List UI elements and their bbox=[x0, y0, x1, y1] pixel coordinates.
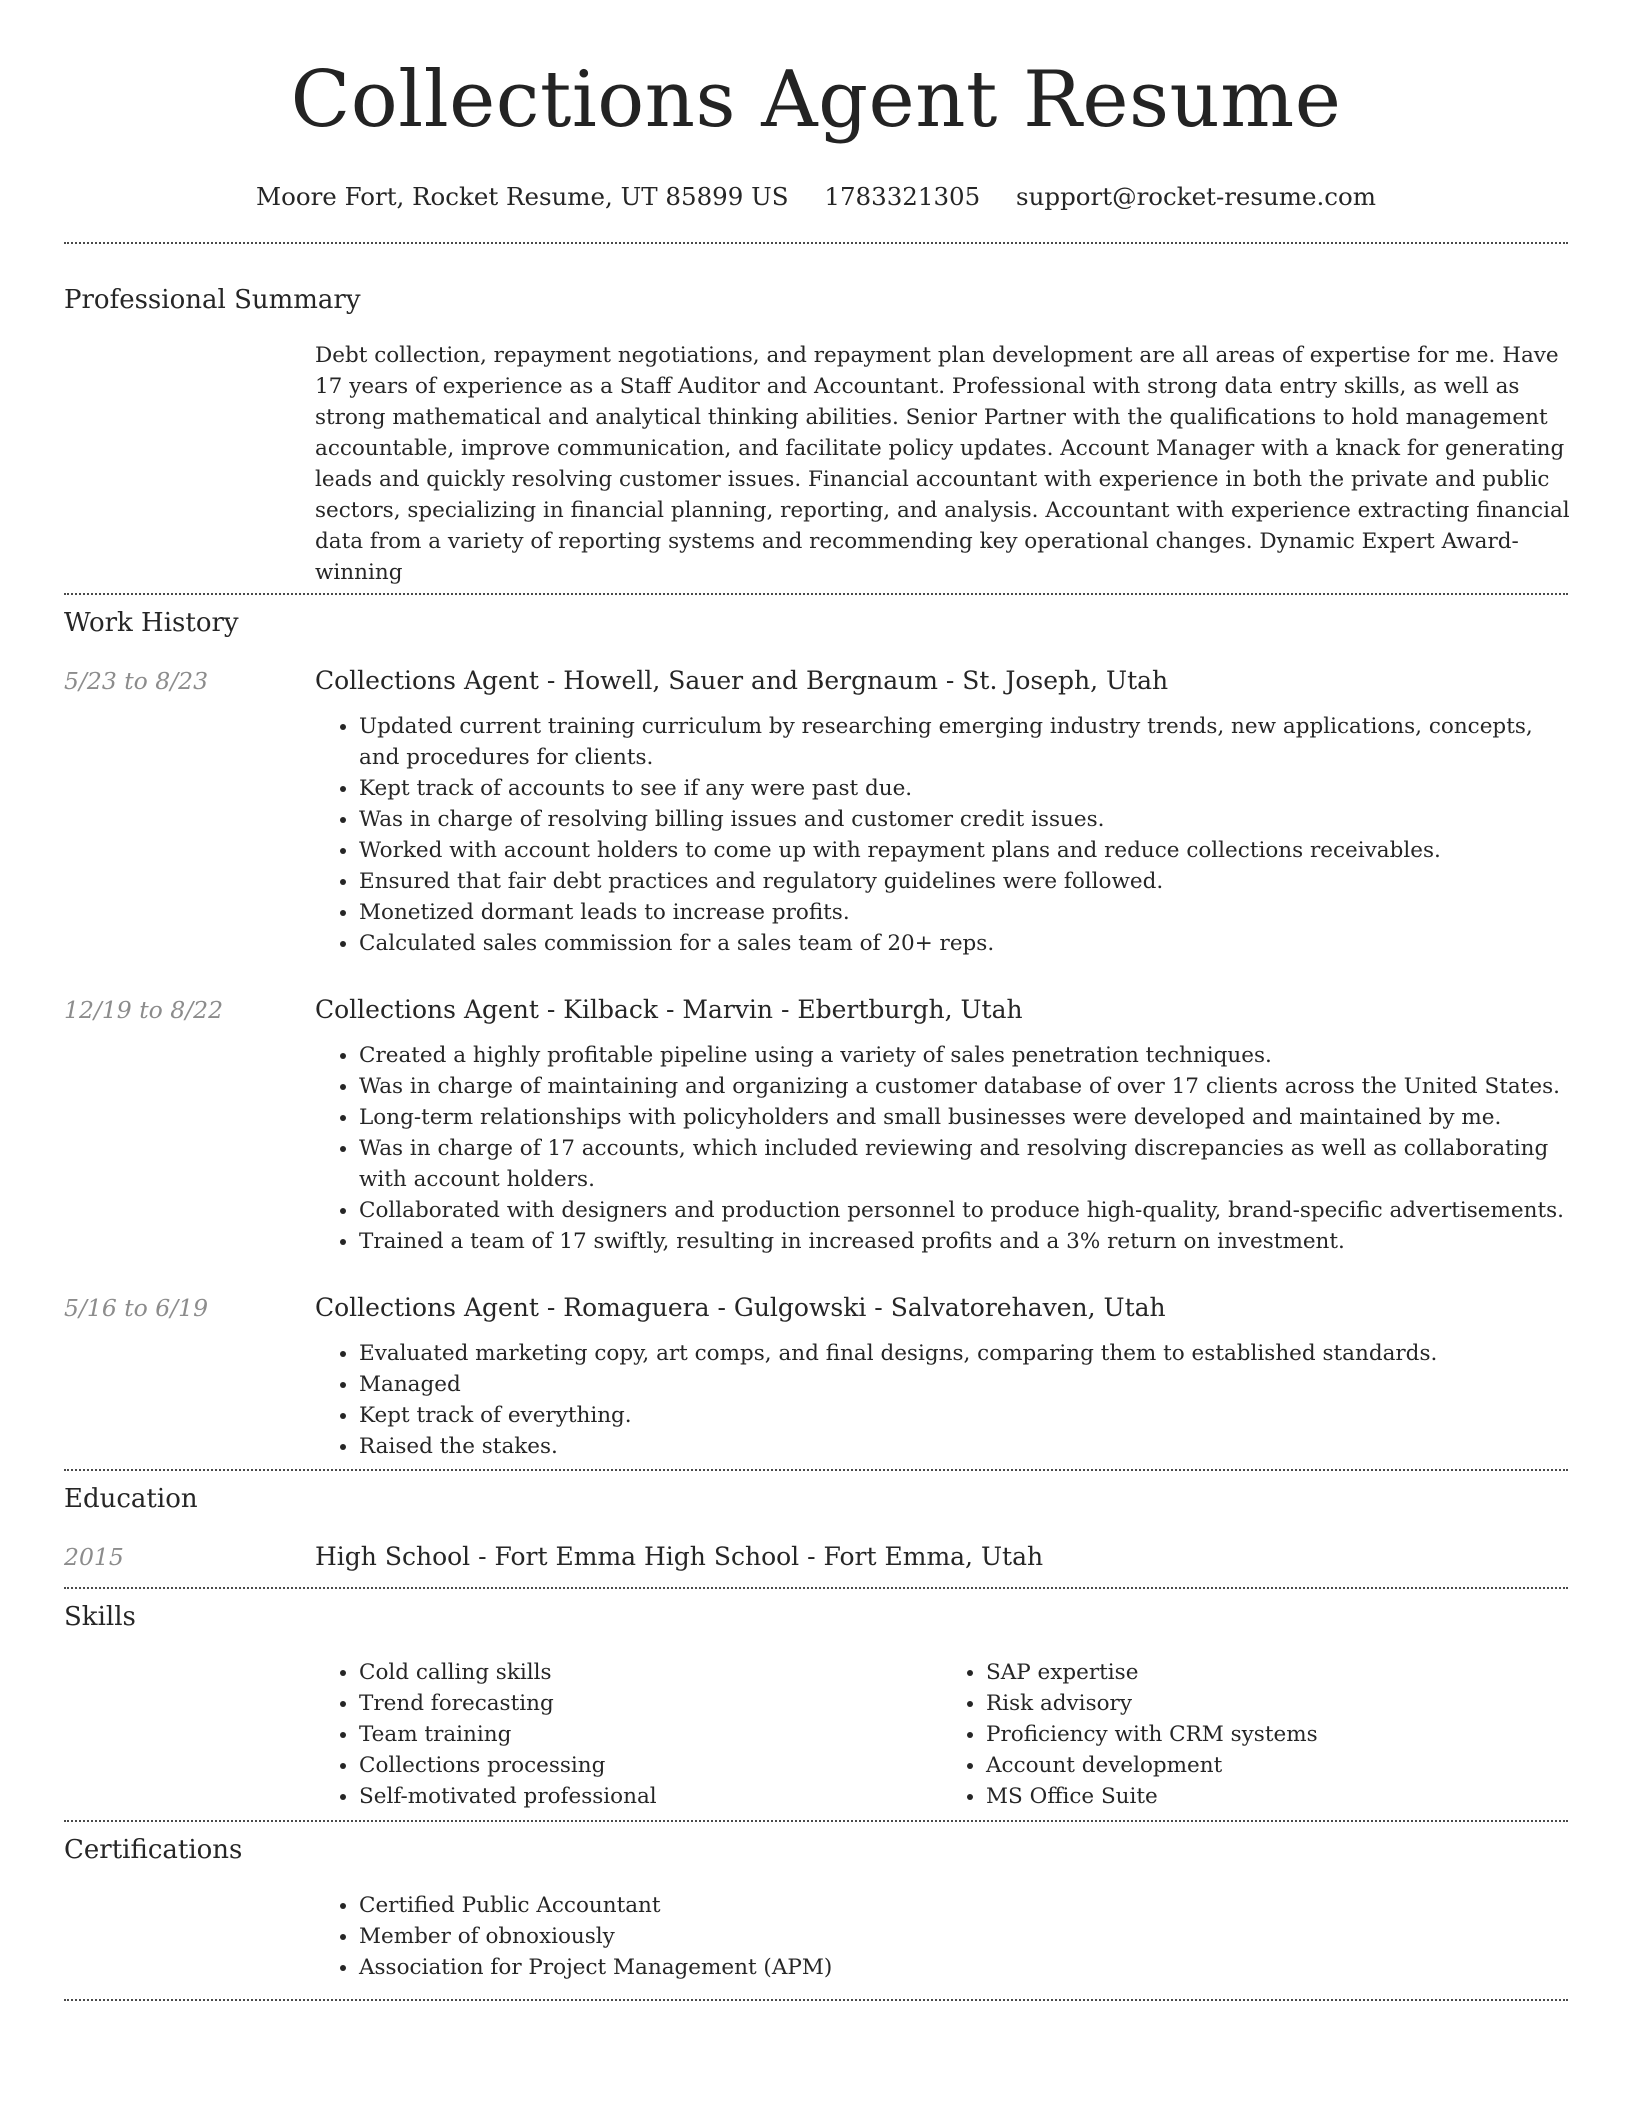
job-title: Collections Agent - Kilback - Marvin - Ebertburgh, Utah bbox=[315, 995, 1023, 1024]
list-item: • Calculated sales commission for a sales team of 20+ reps. bbox=[359, 928, 1574, 959]
certification-item: • Association for Project Management (APM) bbox=[359, 1952, 1574, 1983]
job-bullets bbox=[315, 711, 1568, 959]
skill-item: • Collections processing bbox=[359, 1750, 929, 1781]
list-item: • Kept track of accounts to see if any were past due. bbox=[359, 773, 1574, 804]
skill-item: • Proficiency with CRM systems bbox=[986, 1719, 1556, 1750]
divider bbox=[64, 1587, 1568, 1589]
contact-email: support@rocket-resume.com bbox=[1016, 182, 1377, 211]
skill-item: • Self-motivated professional bbox=[359, 1781, 929, 1812]
list-item: • Long-term relationships with policyholders and small businesses were developed and maintained by me. bbox=[359, 1102, 1574, 1133]
contact-line bbox=[64, 177, 1568, 217]
list-item: • Collaborated with designers and production personnel to produce high-quality, brand-specific advertisements. bbox=[359, 1195, 1574, 1226]
list-item: • Was in charge of maintaining and organizing a customer database of over 17 clients across the United States. bbox=[359, 1071, 1574, 1102]
skills-column-left bbox=[315, 1657, 929, 1812]
job-bullets bbox=[315, 1040, 1568, 1257]
job-entry bbox=[64, 1290, 1568, 1462]
list-item: • Ensured that fair debt practices and regulatory guidelines were followed. bbox=[359, 866, 1574, 897]
divider bbox=[64, 593, 1568, 595]
job-entry bbox=[64, 992, 1568, 1257]
list-item: • Kept track of everything. bbox=[359, 1400, 1574, 1431]
education-entry bbox=[64, 1539, 1568, 1575]
job-entry bbox=[64, 663, 1568, 959]
list-item: • Was in charge of 17 accounts, which included reviewing and resolving discrepancies as well as collaborating with account holders. bbox=[359, 1133, 1574, 1195]
list-item: • Raised the stakes. bbox=[359, 1431, 1574, 1462]
divider bbox=[64, 1820, 1568, 1822]
job-title: Collections Agent - Romaguera - Gulgowski - Salvatorehaven, Utah bbox=[315, 1293, 1166, 1322]
divider bbox=[64, 242, 1568, 244]
list-item: • Was in charge of resolving billing issues and customer credit issues. bbox=[359, 804, 1574, 835]
skill-item: • Risk advisory bbox=[986, 1688, 1556, 1719]
list-item: • Monetized dormant leads to increase profits. bbox=[359, 897, 1574, 928]
summary-heading: Professional Summary bbox=[64, 285, 361, 315]
skill-item: • MS Office Suite bbox=[986, 1781, 1556, 1812]
certification-item: • Member of obnoxiously bbox=[359, 1921, 1574, 1952]
certifications-list bbox=[315, 1890, 1568, 1983]
divider bbox=[64, 1469, 1568, 1471]
education-title: High School - Fort Emma High School - Fort Emma, Utah bbox=[315, 1542, 1044, 1571]
summary-text: Debt collection, repayment negotiations, and repayment plan development are all areas of expertise for me. Have 17 years of experience as a Staff Auditor and Accountant. Professional with strong data entry skills, as well as strong mathematical and analytical thinking abilities. Senior Partner with the qualifications to hold management accountable, improve communication, and facilitate policy updates. Account Manager with a knack for generating leads and quickly resolving customer issues. Financial accountant with experience in both the private and public sectors, specializing in financial planning, reporting, and analysis. Accountant with experience extracting financial data from a variety of reporting systems and recommending key operational changes. Dynamic Expert Award-winning bbox=[315, 343, 1570, 585]
list-item: • Updated current training curriculum by researching emerging industry trends, new applications, concepts, and procedures for clients. bbox=[359, 711, 1574, 773]
certification-item: • Certified Public Accountant bbox=[359, 1890, 1574, 1921]
job-title: Collections Agent - Howell, Sauer and Bergnaum - St. Joseph, Utah bbox=[315, 666, 1169, 695]
resume-title: Collections Agent Resume bbox=[290, 55, 1342, 145]
job-header bbox=[64, 992, 1568, 1028]
job-header bbox=[64, 1290, 1568, 1326]
certifications-heading: Certifications bbox=[64, 1835, 243, 1865]
education-date: 2015 bbox=[64, 1543, 124, 1571]
resume-page bbox=[64, 0, 1568, 2001]
list-item: • Created a highly profitable pipeline using a variety of sales penetration techniques. bbox=[359, 1040, 1574, 1071]
skill-item: • Team training bbox=[359, 1719, 929, 1750]
skill-item: • Trend forecasting bbox=[359, 1688, 929, 1719]
contact-address: Moore Fort, Rocket Resume, UT 85899 US bbox=[255, 182, 789, 211]
job-bullets bbox=[315, 1338, 1568, 1462]
list-item: • Evaluated marketing copy, art comps, and final designs, comparing them to established standards. bbox=[359, 1338, 1574, 1369]
skills-heading: Skills bbox=[64, 1602, 136, 1632]
list-item: • Worked with account holders to come up with repayment plans and reduce collections receivables. bbox=[359, 835, 1574, 866]
skill-item: • Cold calling skills bbox=[359, 1657, 929, 1688]
list-item: • Managed bbox=[359, 1369, 1574, 1400]
job-dates: 5/23 to 8/23 bbox=[64, 667, 209, 695]
work-heading: Work History bbox=[64, 608, 239, 638]
skills-list bbox=[315, 1657, 1568, 1812]
job-header bbox=[64, 663, 1568, 699]
contact-phone: 1783321305 bbox=[824, 182, 981, 211]
education-heading: Education bbox=[64, 1484, 198, 1514]
skill-item: • SAP expertise bbox=[986, 1657, 1556, 1688]
skill-item: • Account development bbox=[986, 1750, 1556, 1781]
list-item: • Trained a team of 17 swiftly, resulting in increased profits and a 3% return on investment. bbox=[359, 1226, 1574, 1257]
divider bbox=[64, 1999, 1568, 2001]
job-dates: 5/16 to 6/19 bbox=[64, 1294, 209, 1322]
job-dates: 12/19 to 8/22 bbox=[64, 996, 224, 1024]
skills-column-right bbox=[929, 1657, 1556, 1812]
